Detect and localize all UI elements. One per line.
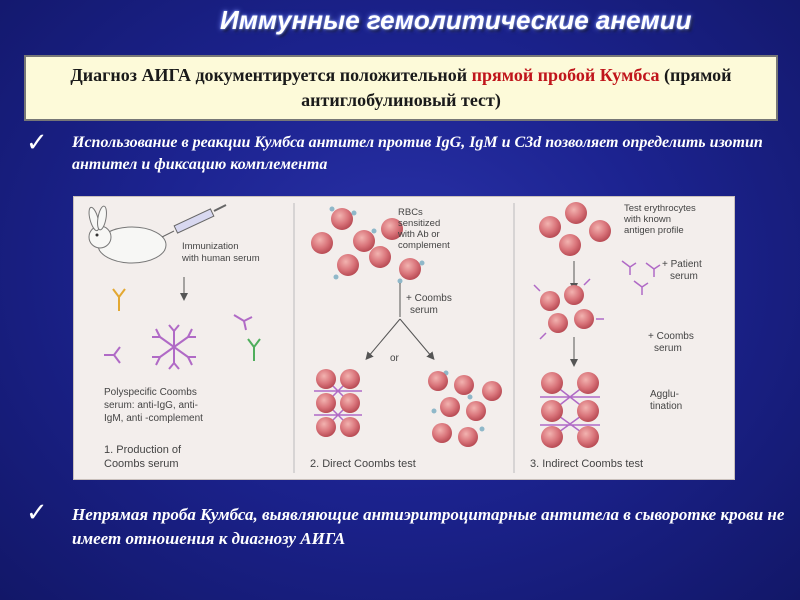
agglutinated-cells-right bbox=[428, 371, 502, 448]
slide-title: Иммунные гемолитические анемии bbox=[220, 5, 692, 35]
test-erythrocytes-label: Test erythrocytes with known antigen profile bbox=[624, 203, 696, 236]
definition-text-2: (прямой антиглобулиновый тест) bbox=[301, 65, 732, 110]
coombs-serum-label-3: + Coombs serum bbox=[648, 331, 694, 354]
checkmark-icon: ✓ bbox=[26, 128, 48, 158]
panel3-caption: 3. Indirect Coombs test bbox=[530, 458, 644, 470]
definition-box bbox=[24, 55, 778, 121]
bullet-1: Использование в реакции Кумбса антител против IgG, IgM и C3d позволяет определить изотип антител и фиксацию комплемента bbox=[72, 134, 763, 173]
checkmark-icon: ✓ bbox=[26, 498, 48, 528]
agglutinated-cells-3 bbox=[540, 372, 600, 448]
sensitized-test-cells bbox=[534, 279, 604, 339]
polyspecific-label: Polyspecific Coombs serum: anti-IgG, anti- IgM, anti -complement bbox=[104, 387, 203, 424]
bullet-2: Непрямая проба Кумбса, выявляющие антиэритроцитарные антитела в сыворотке крови не имеет отношения к диагнозу АИГА bbox=[72, 505, 785, 548]
definition-highlight: прямой пробой Кумбса bbox=[471, 65, 660, 85]
patient-antibodies bbox=[622, 261, 660, 295]
panel2-caption: 2. Direct Coombs test bbox=[310, 458, 416, 470]
test-erythrocytes-group bbox=[539, 202, 611, 256]
rabbit-icon bbox=[87, 205, 166, 263]
patient-serum-label: + Patient serum bbox=[662, 259, 702, 282]
syringe-icon bbox=[162, 205, 226, 237]
agglutinated-cells-left bbox=[314, 369, 362, 437]
definition-text-1: Диагноз АИГА документируется положительной bbox=[70, 65, 472, 85]
or-label: or bbox=[390, 353, 399, 364]
arrow bbox=[400, 319, 432, 357]
immunization-label: Immunization with human serum bbox=[182, 241, 260, 264]
coombs-diagram bbox=[74, 197, 734, 479]
agglutination-label: Agglu- tination bbox=[650, 389, 683, 412]
antibody-cluster bbox=[104, 289, 260, 369]
coombs-serum-label: + Coombs serum bbox=[406, 293, 452, 316]
arrow bbox=[368, 319, 400, 357]
coombs-test-figure bbox=[73, 196, 735, 480]
panel1-caption: 1. Production of Coombs serum bbox=[104, 444, 182, 470]
rbcs-label: RBCs sensitized with Ab or complement bbox=[398, 207, 450, 251]
